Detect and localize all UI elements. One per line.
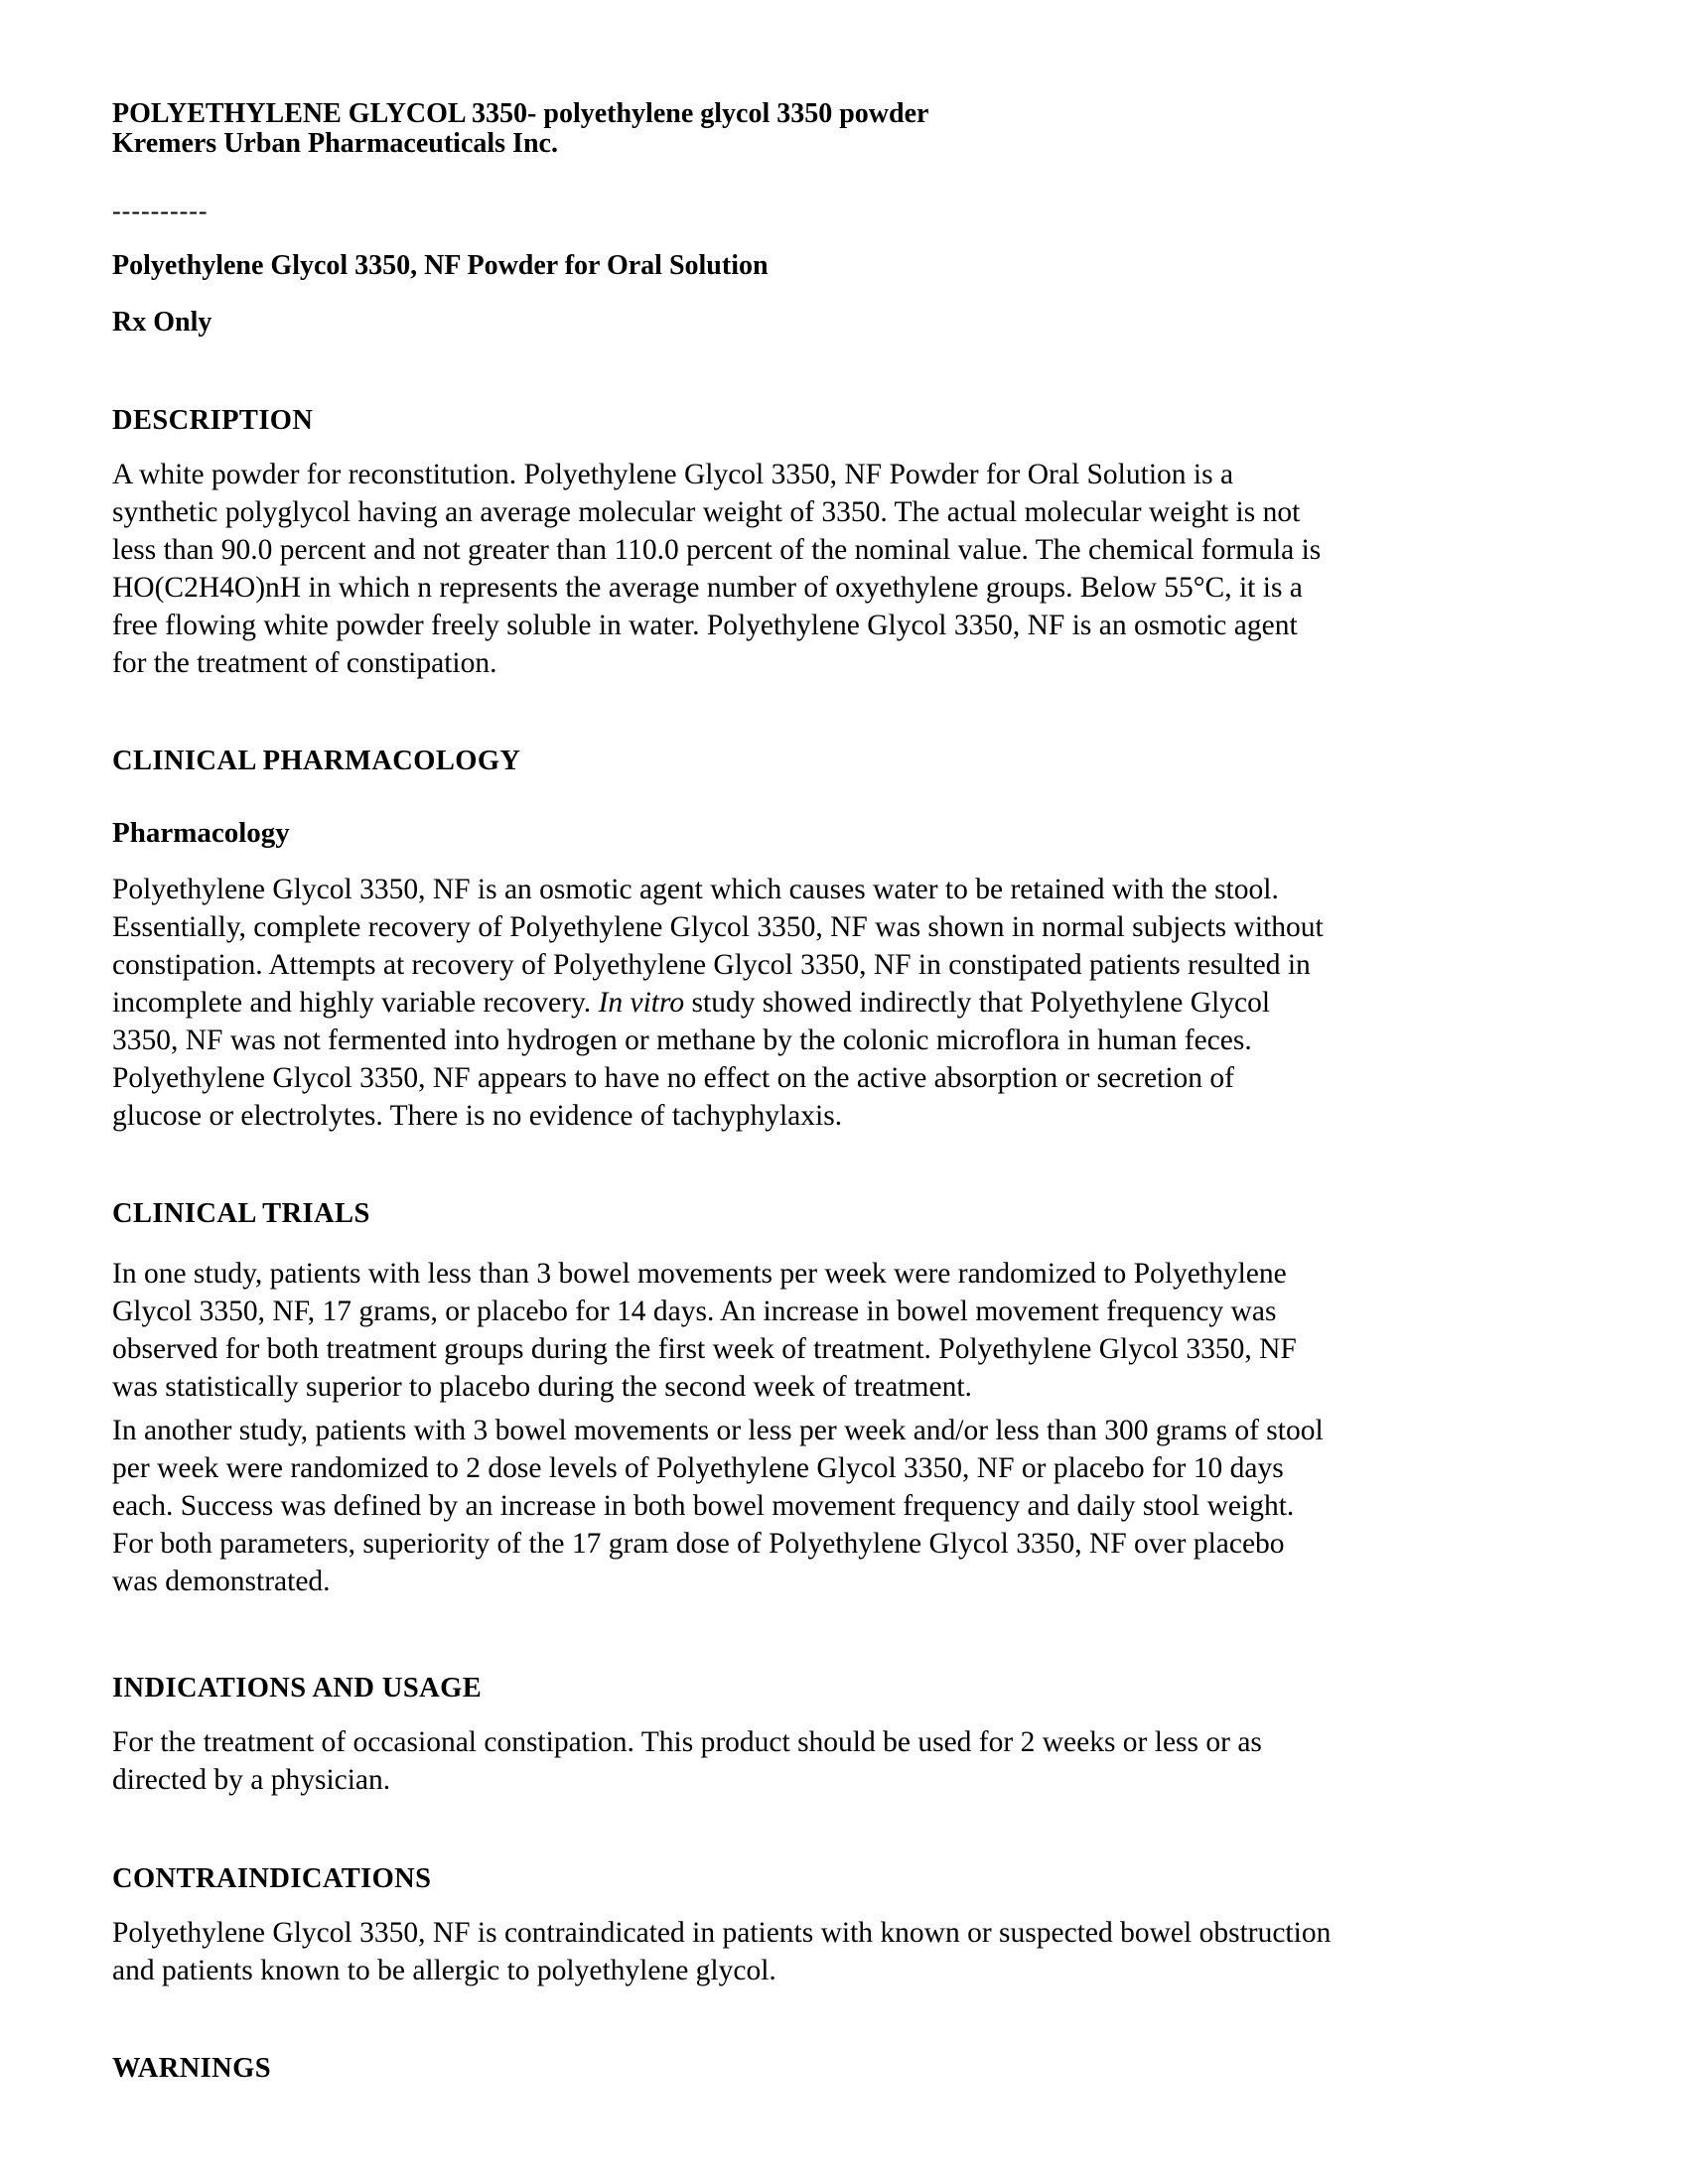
- contraindications-body: [112, 1914, 1582, 1989]
- document-header: [112, 99, 1582, 159]
- section-contraindications: [112, 1863, 1582, 1895]
- section-warnings: [112, 2053, 1582, 2085]
- section-heading-contraindications: CONTRAINDICATIONS: [112, 1863, 432, 1894]
- body-text: study showed indirectly that Polyethylene Glycol: [684, 987, 1271, 1019]
- body-line: HO(C2H4O)nH in which n represents the average number of oxyethylene groups. Below 55°C, it is a: [112, 572, 1303, 604]
- body-line: constipation. Attempts at recovery of Polyethylene Glycol 3350, NF in constipated patients resulted in: [112, 949, 1311, 981]
- body-line: each. Success was defined by an increase in both bowel movement frequency and daily stool weight.: [112, 1490, 1295, 1522]
- document-title: POLYETHYLENE GLYCOL 3350- polyethylene glycol 3350 powder: [112, 98, 929, 129]
- body-line: For both parameters, superiority of the 17 gram dose of Polyethylene Glycol 3350, NF over placebo: [112, 1528, 1285, 1560]
- pharmacology-body: [112, 871, 1582, 1135]
- body-line: For the treatment of occasional constipation. This product should be used for 2 weeks or less or as: [112, 1726, 1262, 1758]
- body-line: was statistically superior to placebo during the second week of treatment.: [112, 1371, 972, 1403]
- section-heading-warnings: WARNINGS: [112, 2053, 271, 2084]
- body-line: Polyethylene Glycol 3350, NF appears to have no effect on the active absorption or secretion of: [112, 1062, 1234, 1094]
- company-name: Kremers Urban Pharmaceuticals Inc.: [112, 128, 558, 159]
- product-name-block: [112, 251, 1582, 281]
- section-indications: [112, 1673, 1582, 1705]
- section-clinical-pharmacology: [112, 746, 1582, 777]
- body-line: less than 90.0 percent and not greater than 110.0 percent of the nominal value. The chemical formula is: [112, 534, 1322, 566]
- section-clinical-trials: [112, 1198, 1582, 1230]
- clinical-trials-paragraph-1: [112, 1255, 1582, 1406]
- section-heading-indications: INDICATIONS AND USAGE: [112, 1673, 483, 1704]
- italic-term-in-vitro: In vitro: [598, 987, 685, 1019]
- body-line: 3350, NF was not fermented into hydrogen or methane by the colonic microflora in human feces.: [112, 1024, 1252, 1056]
- body-line: Polyethylene Glycol 3350, NF is an osmotic agent which causes water to be retained with the stool.: [112, 874, 1279, 905]
- body-line: per week were randomized to 2 dose levels of Polyethylene Glycol 3350, NF or placebo for 10 days: [112, 1452, 1284, 1484]
- body-line: and patients known to be allergic to polyethylene glycol.: [112, 1955, 776, 1986]
- body-line: synthetic polyglycol having an average molecular weight of 3350. The actual molecular weight is not: [112, 496, 1301, 528]
- subheading-pharmacology: Pharmacology: [112, 817, 290, 849]
- rx-status-block: [112, 308, 1582, 338]
- body-line: In one study, patients with less than 3 bowel movements per week were randomized to Polyethylene: [112, 1258, 1287, 1290]
- body-line: Polyethylene Glycol 3350, NF is contraindicated in patients with known or suspected bowel obstruction: [112, 1917, 1332, 1949]
- body-line: glucose or electrolytes. There is no evidence of tachyphylaxis.: [112, 1100, 843, 1132]
- clinical-trials-paragraph-2: [112, 1412, 1582, 1600]
- body-line: observed for both treatment groups during the first week of treatment. Polyethylene Glycol 3350, NF: [112, 1333, 1297, 1365]
- separator: [112, 197, 1582, 226]
- body-line: In another study, patients with 3 bowel movements or less per week and/or less than 300 grams of stool: [112, 1415, 1324, 1446]
- body-line: for the treatment of constipation.: [112, 647, 497, 679]
- body-line: was demonstrated.: [112, 1566, 331, 1597]
- body-line: Glycol 3350, NF, 17 grams, or placebo for 14 days. An increase in bowel movement frequency was: [112, 1296, 1277, 1327]
- description-body: [112, 456, 1582, 682]
- section-heading-description: DESCRIPTION: [112, 405, 314, 436]
- body-line: directed by a physician.: [112, 1764, 391, 1796]
- section-heading-clinical-pharmacology: CLINICAL PHARMACOLOGY: [112, 746, 521, 776]
- section-heading-clinical-trials: CLINICAL TRIALS: [112, 1198, 370, 1229]
- body-line: Essentially, complete recovery of Polyethylene Glycol 3350, NF was shown in normal subjects without: [112, 911, 1324, 943]
- rx-status: Rx Only: [112, 307, 212, 338]
- body-line-with-italic: [112, 984, 1582, 1022]
- section-description: [112, 405, 1582, 437]
- body-text: incomplete and highly variable recovery.: [112, 987, 599, 1019]
- product-name: Polyethylene Glycol 3350, NF Powder for Oral Solution: [112, 250, 769, 281]
- dash-separator: ----------: [112, 197, 209, 225]
- body-line: A white powder for reconstitution. Polyethylene Glycol 3350, NF Powder for Oral Solution is a: [112, 459, 1234, 490]
- subsection-pharmacology: [112, 817, 1582, 849]
- indications-body: [112, 1723, 1582, 1799]
- body-line: free flowing white powder freely soluble in water. Polyethylene Glycol 3350, NF is an osmotic agent: [112, 610, 1298, 641]
